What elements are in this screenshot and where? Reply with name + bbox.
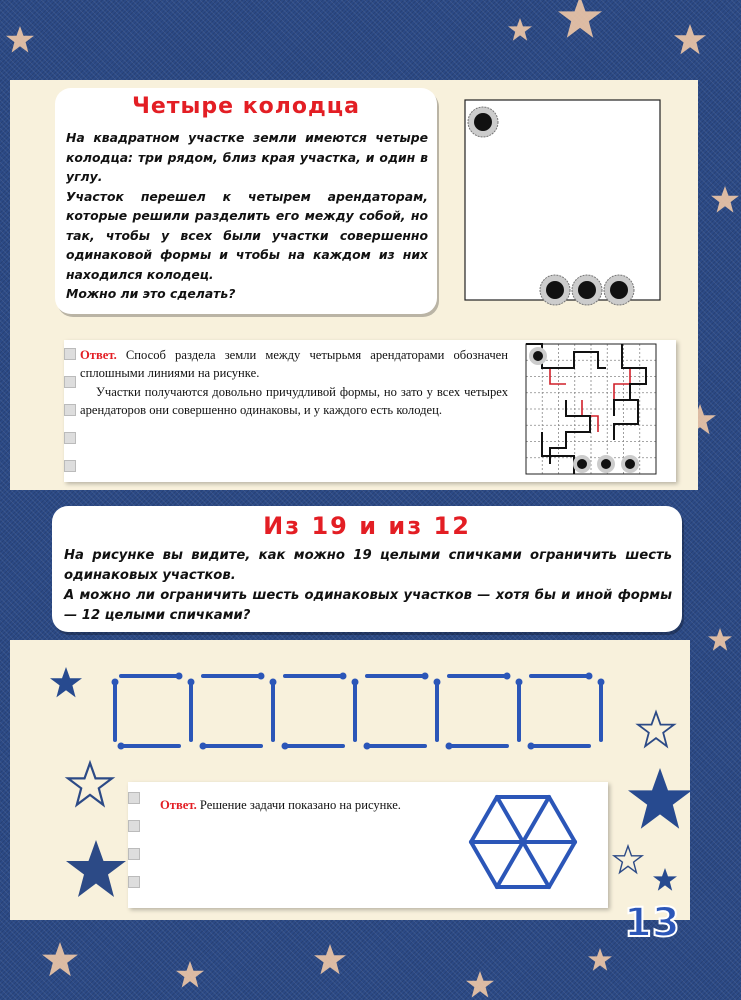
answer2-text-body: Решение задачи показано на рисунке.: [199, 798, 401, 812]
puzzle1-paragraph: Участок перешел к четырем арендаторам, которые решили разделить его между собой, но так, чтобы у всех были участки совершенно одинаковой формы и чтобы на каждом из них находился колодец.: [66, 188, 428, 282]
answer1-label: Ответ.: [80, 348, 117, 362]
star-icon: [68, 763, 112, 805]
star-icon: [653, 868, 677, 891]
star-icon: [66, 840, 126, 897]
puzzle2-title: Из 19 и из 12: [263, 512, 471, 540]
answer2-label: Ответ.: [160, 798, 197, 812]
star-icon: [638, 712, 674, 746]
puzzle2-paragraph: А можно ли ограничить шесть одинаковых участков — хотя бы и иной формы — 12 целыми спичками?: [64, 588, 672, 623]
answer1-text2: Участки получаются довольно причудливой формы, но зато у всех четырех арендаторов они совершенно одинаковы, и у каждого есть колодец.: [80, 384, 508, 417]
star-icon: [614, 846, 642, 873]
puzzle1-title: Четыре колодца: [132, 94, 360, 119]
star-icon: [628, 768, 692, 829]
page-number: 13: [624, 900, 680, 946]
puzzle1-paragraph: Можно ли это сделать?: [66, 286, 236, 301]
puzzle1-paragraph: На квадратном участке земли имеются четыре колодца: три рядом, близ края участка, и один в углу.: [66, 130, 428, 184]
answer1-text1: Способ раздела земли между четырьмя арендаторами обозначен сплошными линиями на рисунке.: [80, 348, 508, 381]
star-icon: [50, 667, 82, 697]
puzzle2-paragraph: На рисунке вы видите, как можно 19 целыми спичками ограничить шесть одинаковых участков.: [64, 548, 672, 583]
